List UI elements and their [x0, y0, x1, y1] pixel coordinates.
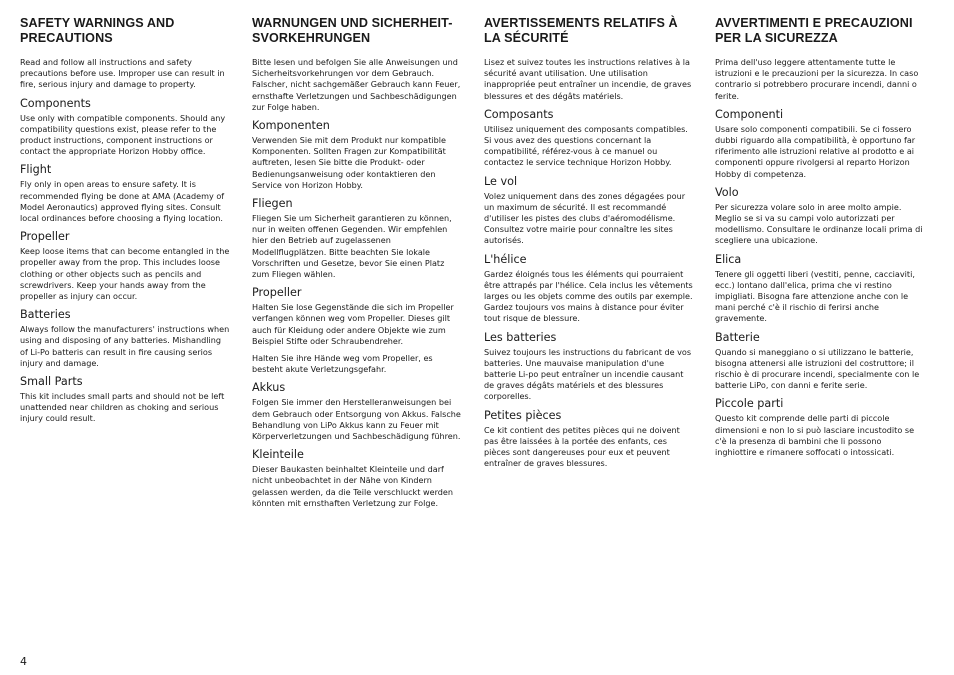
section-heading: Batterie [715, 330, 760, 344]
column-title: AVERTISSEMENTS RELATIFS À LA SÉCURITÉ [484, 16, 678, 45]
section-paragraph: Suivez toujours les instructions du fabricant de vos batteries. Une mauvaise manipulation d'une batterie Li-po peut entraîner un incendie causant de graves dégâts matériels et des blessures corporelles. [484, 346, 692, 402]
section-paragraph: This kit includes small parts and should not be left unattended near children as choking and serious injury could result. [20, 391, 225, 424]
section-heading: Elica [715, 252, 742, 266]
section-heading: Kleinteile [252, 448, 304, 462]
intro-paragraph: Lisez et suivez toutes les instructions relatives à la sécurité avant utilisation. Une utilisation inappropriée peut entraîner un incendie, de graves blessures et des dégâts matériels. [484, 57, 692, 101]
page-number: 4 [20, 655, 27, 668]
section-heading: Propeller [20, 230, 70, 244]
column-title: SAFETY WARNINGS AND PRECAUTIONS [20, 16, 175, 45]
column-german [252, 16, 462, 515]
section-paragraph: Utilisez uniquement des composants compatibles. Si vous avez des questions concernant la compatibilité, référez-vous à ce manuel ou contactez le service technique Horizon Hobby. [484, 123, 688, 168]
section-heading: Akkus [252, 381, 286, 395]
section-heading: Volo [715, 185, 739, 199]
column-italian [715, 16, 925, 464]
section-heading: Composants [484, 107, 554, 121]
section-paragraph: Use only with compatible components. Should any compatibility questions exist, please refer to the product instructions, component instructions or contact the appropriate Horizon Hobby office. [20, 112, 226, 157]
column-title: AVVERTIMENTI E PRECAUZIONI PER LA SICUREZZA [715, 16, 913, 45]
section-paragraph: Volez uniquement dans des zones dégagées pour un maximum de sécurité. Il est recommandé d'utiliser les pistes des clubs d'aéromodélisme. Consultez votre mairie pour connaître les sites autorisés. [484, 190, 686, 246]
intro-paragraph: Read and follow all instructions and safety precautions before use. Improper use can result in fire, serious injury and damage to property. [20, 57, 225, 90]
section-heading: L'hélice [484, 252, 527, 266]
section-heading: Small Parts [20, 375, 83, 389]
section-paragraph: Per sicurezza volare solo in aree molto ampie. Meglio se si va su campi volo autorizzati per modellismo. Consultare le ordinanze locali prima di scegliere una ubicazione. [715, 201, 923, 246]
section-heading: Piccole parti [715, 397, 784, 411]
column-french [484, 16, 694, 475]
section-heading: Flight [20, 163, 52, 177]
section-heading: Petites pièces [484, 408, 562, 422]
section-paragraph: Fliegen Sie um Sicherheit garantieren zu können, nur in weiten offenen Gegenden. Wir empfehlen hier den Betrieb auf zugelassenen Modellflugplätzen. Bitte beachten Sie lokale Vorschriften und Gesetze, bevor Sie einen Platz zum Fliegen wählen. [252, 213, 452, 280]
section-paragraph: Usare solo componenti compatibili. Se ci fossero dubbi riguardo alla compatibilità, è opportuno far riferimento alle istruzioni relative al prodotto e ai componenti oppure rivolgersi al reparto Horizon Hobby di competenza. [715, 123, 916, 179]
section-heading: Componenti [715, 107, 784, 121]
section-heading: Batteries [20, 308, 71, 322]
section-paragraph: Fly only in open areas to ensure safety. It is recommended flying be done at AMA (Academy of Model Aeronautics) approved flying sites. Consult local ordinances before choosing a flying location. [20, 179, 225, 224]
column-english [20, 16, 230, 431]
intro-paragraph: Prima dell'uso leggere attentamente tutte le istruzioni e le precauzioni per la sicurezza. In caso contrario si potrebbero procurare incendi, danni o ferite. [715, 57, 919, 101]
section-paragraph: Halten Sie ihre Hände weg vom Propeller, es besteht akute Verletzungsgefahr. [252, 353, 433, 375]
section-paragraph: Always follow the manufacturers' instructions when using and disposing of any batteries. Mishandling of Li-Po batteris can result in fire causing serios injury and damage. [20, 324, 230, 368]
section-heading: Komponenten [252, 119, 330, 133]
section-paragraph: Verwenden Sie mit dem Produkt nur kompatible Komponenten. Sollten Fragen zur Kompatibilität auftreten, lesen Sie bitte die Produkt- oder Bedienungsanweisung oder kontaktieren den Service von Horizon Hobby. [252, 135, 446, 190]
section-paragraph: Keep loose items that can become entangled in the propeller away from the prop. This includes loose clothing or other objects such as pencils and screwdrivers. Keep your hands away from the propeller as injury can occur. [20, 246, 230, 302]
section-paragraph: Quando si maneggiano o si utilizzano le batterie, bisogna attenersi alle istruzioni del costruttore; il rischio è di procurare incendi, specialmente con le batterie LiPo, con danni e ferite serie. [715, 346, 920, 391]
section-paragraph: Questo kit comprende delle parti di piccole dimensioni e non lo si può lasciare incustodito se c'è la presenza di bambini che li possono inghiottire e rimanere soffocati o intossicati. [715, 413, 915, 458]
section-heading: Les batteries [484, 330, 557, 344]
section-heading: Propeller [252, 286, 302, 300]
section-paragraph: Tenere gli oggetti liberi (vestiti, penne, cacciaviti, ecc.) lontano dall'elica, prima che vi restino impigliati. Bisogna fare attenzione anche con le mani perché c'è il rischio di ferirsi anche gravemente. [715, 268, 915, 324]
section-paragraph: Gardez éloignés tous les éléments qui pourraient être attrapés par l'hélice. Cela inclus les vêtements larges ou les objets comme des outils par exemple. Gardez toujours vos mains à distance pour éviter tout risque de blessure. [484, 268, 693, 324]
section-paragraph: Ce kit contient des petites pièces qui ne doivent pas être laissées à la portée des enfants, ces pièces sont dangereuses pour eux et peuvent entraîner de graves blessures. [484, 424, 680, 469]
section-paragraph: Halten Sie lose Gegenstände die sich im Propeller verfangen können weg vom Propeller. Dieses gilt auch für Kleidung oder andere Objekte wie zum Beispiel Stifte oder Schraubendreher. [252, 302, 454, 346]
column-title: WARNUNGEN UND SICHERHEIT-SVORKEHRUNGEN [252, 16, 453, 45]
intro-paragraph: Bitte lesen und befolgen Sie alle Anweisungen und Sicherheitsvorkehrungen vor dem Gebrauch. Falscher, nicht sachgemäßer Gebrauch kann Feuer, ernsthafte Verletzungen und Sachbeschädigungen zur Folge haben. [252, 57, 461, 112]
section-heading: Fliegen [252, 197, 293, 211]
section-heading: Components [20, 96, 91, 110]
section-paragraph: Dieser Baukasten beinhaltet Kleinteile und darf nicht unbeobachtet in der Nähe von Kindern gelassen werden, da die Teile verschluckt werden könnten mit ernsthaften Verletzung zur Folge. [252, 464, 454, 508]
section-heading: Le vol [484, 174, 518, 188]
section-paragraph: Folgen Sie immer den Herstelleranweisungen bei dem Gebrauch oder Entsorgung von Akkus. Falsche Behandlung von LiPo Akkus kann zu Feuer mit Körperverletzungen und Sachbeschädigung führen. [252, 397, 461, 442]
